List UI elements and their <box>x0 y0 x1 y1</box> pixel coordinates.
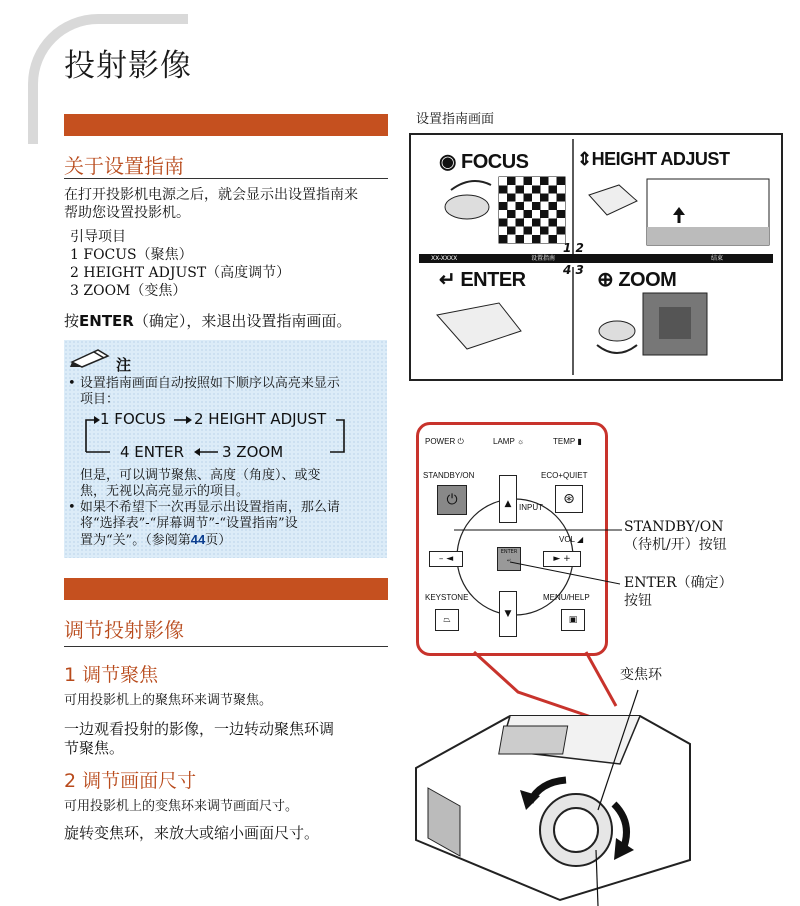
lamp-icon: ☼ <box>516 437 525 446</box>
adjust-section-title: 调节投射影像 <box>64 618 184 642</box>
control-panel: POWER ⏻ LAMP ☼ TEMP ▮ STANDBY/ON ECO+QUIET ⏻ ⊛ ▲ INPUT – ◄ VOL ◢ ► + ENTER ↵ KEYSTONE MENU/HELP ⏢ ▼ ▣ <box>416 422 608 656</box>
focus-pattern <box>499 177 565 243</box>
enter-instruction: 按ENTER（确定），来退出设置指南画面。 <box>64 312 352 330</box>
step2-title: 2 调节画面尺寸 <box>64 770 197 792</box>
step2-line2: 旋转变焦环，来放大或缩小画面尺寸。 <box>64 824 320 842</box>
section-rule-2 <box>64 646 388 647</box>
screen-nums-bottom: 4 3 <box>563 263 584 277</box>
zoom-icon: ⊕ <box>597 269 614 291</box>
pencil-icon <box>68 346 114 372</box>
note-bullet-1-cont: 但是，可以调节聚焦、高度（角度）、或变 焦，无视以高亮显示的项目。 <box>80 468 321 499</box>
screen-caption: 设置指南画面 <box>416 112 495 127</box>
enter-callout: ENTER（确定） 按钮 <box>624 575 733 609</box>
standby-callout: STANDBY/ON （待机/开）按钮 <box>624 519 727 553</box>
thermometer-icon: ▮ <box>577 437 582 446</box>
note-bullet-1: • 设置指南画面自动按照如下顺序以高亮来显示 项目： <box>68 376 340 407</box>
guide-items: 引导项目 1 FOCUS（聚焦） 2 HEIGHT ADJUST（高度调节） 3 ZOOM（变焦） <box>70 229 291 299</box>
step1-line1: 可用投影机上的聚焦环来调节聚焦。 <box>64 693 273 708</box>
flow-step-focus: 1 FOCUS <box>100 410 166 428</box>
section-bar <box>64 114 388 136</box>
standby-button[interactable]: ⏻ <box>437 485 467 515</box>
note-title: 注 <box>116 356 132 374</box>
projector-illustration <box>400 520 800 906</box>
lamp-label: LAMP <box>493 437 515 446</box>
guide-intro: 在打开投影机电源之后，就会显示出设置指南来 帮助您设置投影机。 <box>64 187 358 221</box>
right-button[interactable]: ► + <box>543 551 581 567</box>
step1-line2: 一边观看投射的影像，一边转动聚焦环调 节聚焦。 <box>64 720 335 757</box>
keystone-button[interactable]: ⏢ <box>435 609 459 631</box>
enter-return-icon: ↵ <box>439 269 456 291</box>
screen-nums-top: 1 2 <box>563 241 584 255</box>
screen-focus-label: FOCUS <box>461 151 529 173</box>
menu-button[interactable]: ▣ <box>561 609 585 631</box>
screen-enter-label: ENTER <box>460 269 526 291</box>
screen-bar-right: 结束 <box>711 255 724 262</box>
standby-label: STANDBY/ON <box>423 471 475 480</box>
power-icon: ⏻ <box>457 437 464 446</box>
flow-step-zoom: 3 ZOOM <box>222 443 284 461</box>
vol-label: VOL <box>559 535 575 544</box>
guide-section-title: 关于设置指南 <box>64 154 184 178</box>
section-rule <box>64 178 388 179</box>
step2-line1: 可用投影机上的变焦环来调节画面尺寸。 <box>64 799 299 814</box>
screen-bar-mid: 设置指南 <box>531 255 556 262</box>
focus-icon: ◉ <box>439 151 456 173</box>
step1-title: 1 调节聚焦 <box>64 664 159 686</box>
eco-button[interactable]: ⊛ <box>555 485 583 513</box>
keystone-label: KEYSTONE <box>425 593 469 602</box>
section-bar-2 <box>64 578 388 600</box>
setup-guide-screen <box>409 133 783 381</box>
page-title: 投射影像 <box>64 48 192 84</box>
input-label: INPUT <box>519 503 543 512</box>
down-button[interactable]: ▼ <box>499 591 517 637</box>
flow-step-enter: 4 ENTER <box>120 443 185 461</box>
zoom-ring-callout: 变焦环 <box>620 667 662 683</box>
power-label: POWER <box>425 437 456 446</box>
temp-label: TEMP <box>553 437 576 446</box>
height-arrows-icon: ⇕ <box>577 149 592 169</box>
screen-bar-left: XX-XXXX <box>431 255 458 262</box>
screen-height-label: HEIGHT ADJUST <box>591 149 730 169</box>
enter-button[interactable]: ENTER ↵ <box>497 547 521 571</box>
eco-label: ECO+QUIET <box>541 471 588 480</box>
menu-label: MENU/HELP <box>543 593 590 602</box>
up-button[interactable]: ▲ <box>499 475 517 523</box>
screen-zoom-label: ZOOM <box>618 269 677 291</box>
note-bullet-2: • 如果不希望下一次再显示出设置指南，那么请 将“选择表”-“屏幕调节”-“设置指南”设 置为“关”。（参阅第44页） <box>68 500 340 548</box>
flow-step-height: 2 HEIGHT ADJUST <box>194 410 327 428</box>
left-button[interactable]: – ◄ <box>429 551 463 567</box>
